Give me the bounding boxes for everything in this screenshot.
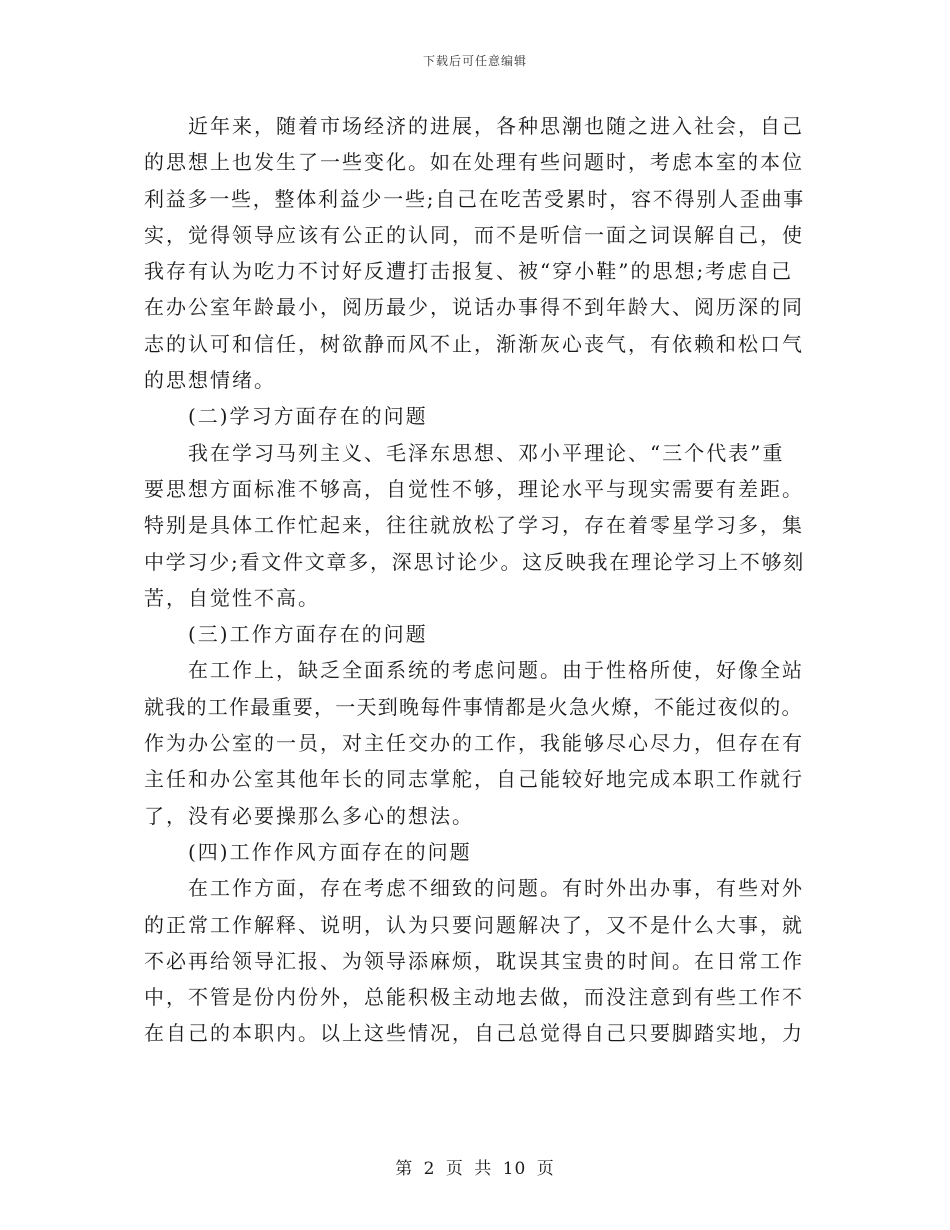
text-line: 实，觉得领导应该有公正的认同，而不是听信一面之词误解自己，使 — [144, 222, 804, 247]
text-line: 中，不管是份内份外，总能积极主动地去做，而没注意到有些工作不 — [144, 985, 804, 1010]
text-line: 在工作上，缺乏全面系统的考虑问题。由于性格所使，好像全站 — [188, 658, 804, 683]
text-line: 利益多一些，整体利益少一些;自己在吃苦受累时，容不得别人歪曲事 — [144, 186, 805, 211]
text-line: 不必再给领导汇报、为领导添麻烦，耽误其宝贵的时间。在日常工作 — [144, 948, 804, 973]
text-line: 就我的工作最重要，一天到晚每件事情都是火急火燎，不能过夜似的。 — [144, 694, 803, 719]
text-line: 的正常工作解释、说明，认为只要问题解决了，又不是什么大事，就 — [144, 912, 804, 937]
text-line: (二)学习方面存在的问题 — [188, 404, 428, 429]
text-line: 主任和办公室其他年长的同志掌舵，自己能较好地完成本职工作就行 — [144, 767, 804, 792]
text-line: 中学习少;看文件文章多，深思讨论少。这反映我在理论学习上不够刻 — [144, 549, 805, 574]
text-line: 了，没有必要操那么多心的想法。 — [144, 803, 474, 828]
text-line: 的思想上也发生了一些变化。如在处理有些问题时，考虑本室的本位 — [144, 150, 804, 175]
document-body — [144, 108, 808, 1052]
page-number-footer: 第 2 页 共 10 页 — [395, 1159, 555, 1179]
text-line: 在工作方面，存在考虑不细致的问题。有时外出办事，有些对外 — [188, 876, 804, 901]
text-line: 志的认可和信任，树欲静而风不止，渐渐灰心丧气，有依赖和松口气 — [144, 331, 804, 356]
text-line: 在办公室年龄最小，阅历最少，说话办事得不到年龄大、阅历深的同 — [144, 295, 804, 320]
text-line: 苦，自觉性不高。 — [144, 585, 320, 610]
text-line: (四)工作作风方面存在的问题 — [188, 839, 472, 864]
text-line: 作为办公室的一员，对主任交办的工作，我能够尽心尽力，但存在有 — [144, 731, 804, 756]
text-line: 我存有认为吃力不讨好反遭打击报复、被“穿小鞋”的思想;考虑自己 — [144, 259, 794, 284]
text-line: 近年来，随着市场经济的进展，各种思潮也随之进入社会，自己 — [188, 114, 804, 138]
text-line: 特别是具体工作忙起来，往往就放松了学习，存在着零星学习多，集 — [144, 513, 804, 538]
text-line: (三)工作方面存在的问题 — [188, 622, 428, 647]
text-line: 的思想情绪。 — [144, 368, 276, 393]
text-line: 在自己的本职内。以上这些情况，自己总觉得自己只要脚踏实地，力 — [144, 1021, 804, 1046]
page-header-note: 下载后可任意编辑 — [422, 54, 527, 68]
text-line: 要思想方面标准不够高，自觉性不够，理论水平与现实需要有差距。 — [144, 476, 804, 501]
text-line: 我在学习马列主义、毛泽东思想、邓小平理论、“三个代表”重 — [188, 440, 785, 465]
